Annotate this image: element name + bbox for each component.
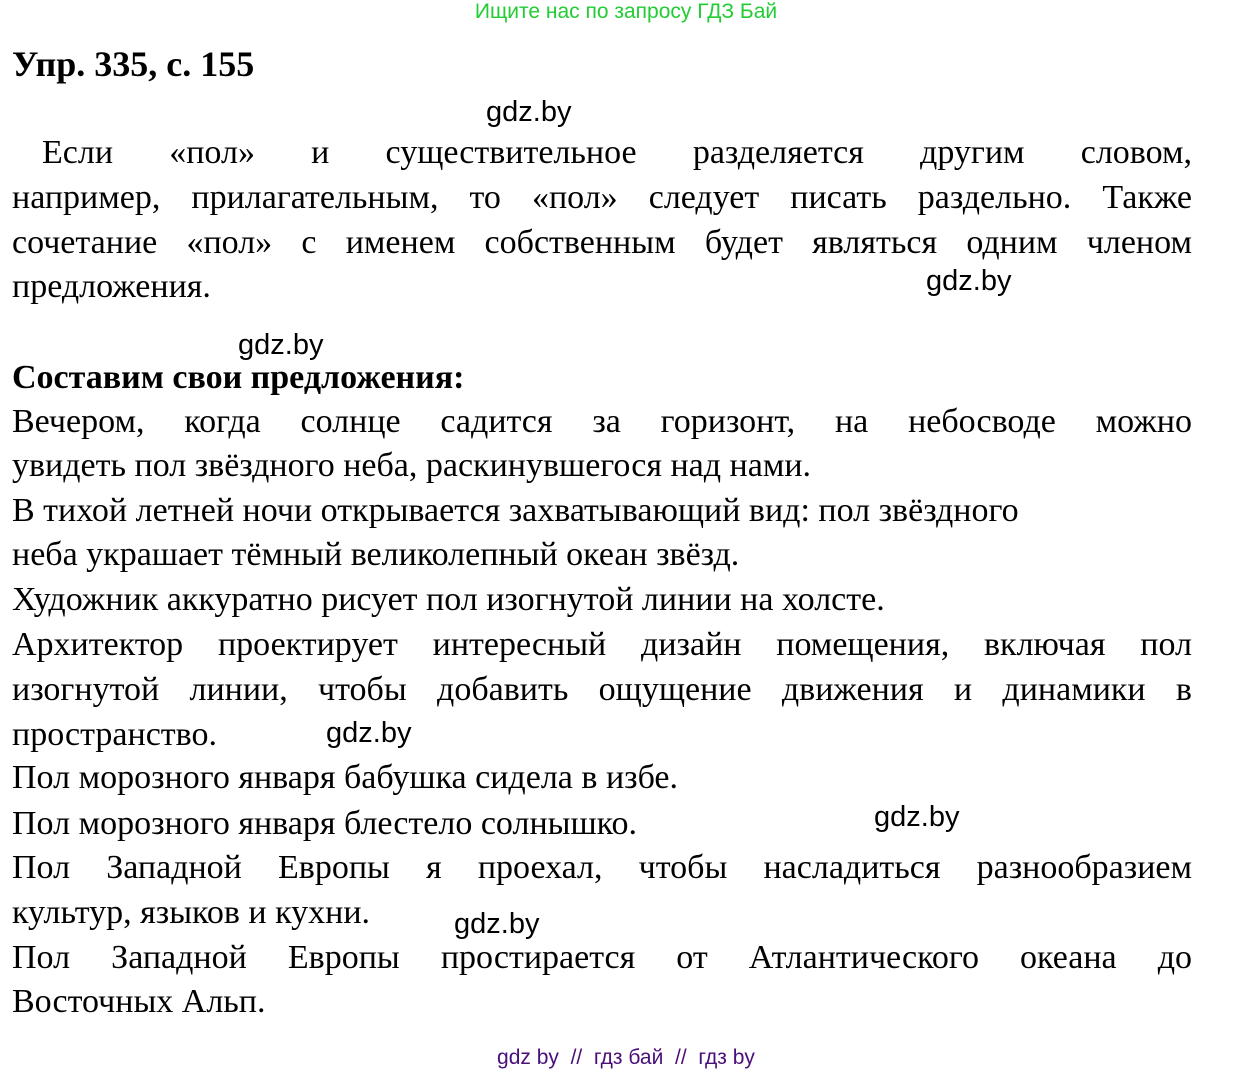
watermark: gdz.by [926,265,1012,297]
text-line: неба украшает тёмный великолепный океан звёзд. [12,536,740,573]
text-line: Архитектор проектирует интересный дизайн помещения, включая пол [12,626,1192,663]
watermark: gdz.by [454,908,540,940]
text-line: Пол морозного января блестело солнышко. [12,805,637,842]
footer-links: gdz by // гдз бай // гдз by [497,1046,755,1069]
text-line: пространство. [12,716,217,753]
watermark: gdz.by [486,96,572,128]
text-line: Восточных Альп. [12,983,266,1020]
watermark: gdz.by [326,717,412,749]
text-line: Пол Западной Европы я проехал, чтобы насладиться разнообразием [12,849,1192,886]
text-line: Пол морозного января бабушка сидела в избе. [12,759,679,796]
text-line: сочетание «пол» с именем собственным будет являться одним членом [12,224,1192,261]
text-line: увидеть пол звёздного неба, раскинувшегося над нами. [12,447,812,484]
watermark: gdz.by [874,801,960,833]
text-line: Пол Западной Европы простирается от Атлантического океана до [12,939,1192,976]
section-heading: Составим свои предложения: [12,359,465,396]
text-line: культур, языков и кухни. [12,894,371,931]
text-line: В тихой летней ночи открывается захватывающий вид: пол звёздного [12,492,1019,529]
watermark: gdz.by [238,329,324,361]
text-line: предложения. [12,268,211,305]
exercise-title: Упр. 335, с. 155 [12,44,255,84]
text-line: Вечером, когда солнце садится за горизонт, на небосводе можно [12,403,1192,440]
text-line: например, прилагательным, то «пол» следует писать раздельно. Также [12,179,1192,216]
text-line: изогнутой линии, чтобы добавить ощущение движения и динамики в [12,671,1192,708]
search-banner: Ищите нас по запросу ГДЗ Бай [474,0,778,23]
text-line: Если «пол» и существительное разделяется другим словом, [42,134,1192,171]
text-line: Художник аккуратно рисует пол изогнутой линии на холсте. [12,581,885,618]
